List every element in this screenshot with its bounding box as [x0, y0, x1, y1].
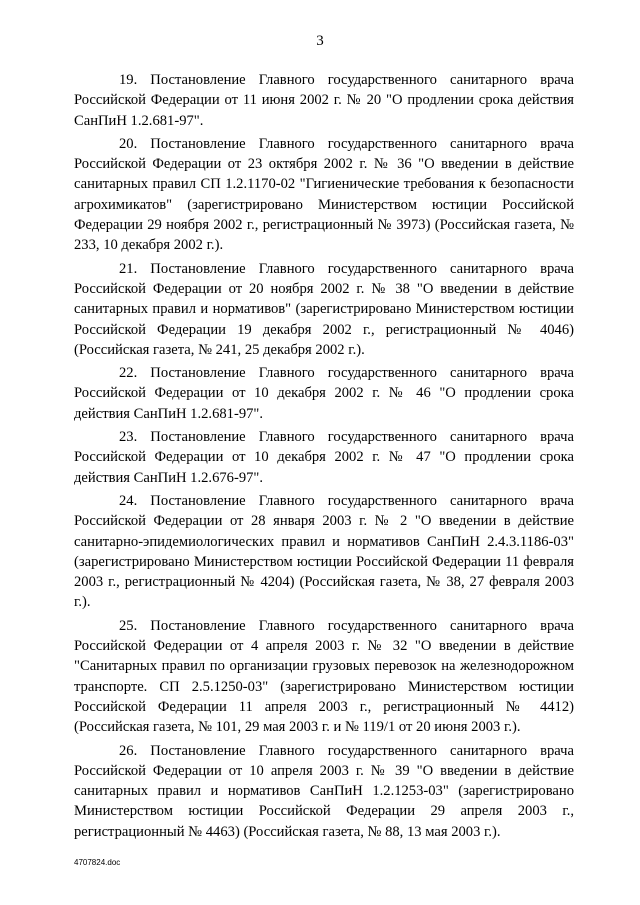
list-item: 24. Постановление Главного государственного санитарного врача Российской Федерации от 28 января 2003 г. № 2 "О введении в действие санитарно-эпидемиологических правил и нормативов СанПиН 2.4.3.1186-03" (зарегистрировано Министерством юстиции Российской Федерации 11 февраля 2003 г., регистрационный № 4204) (Российская газета, № 38, 27 февраля 2003 г.).: [74, 492, 574, 611]
list-item: 26. Постановление Главного государственного санитарного врача Российской Федерации от 10 апреля 2003 г. № 39 "О введении в действие санитарных правил и нормативов СанПиН 1.2.1253-03" (зарегистрировано Министерством юстиции Российской Федерации 29 апреля 2003 г., регистрационный № 4463) (Российская газета, № 88, 13 мая 2003 г.).: [74, 742, 574, 840]
document-file-id: 4707824.doc: [74, 858, 121, 867]
list-item: 22. Постановление Главного государственного санитарного врача Российской Федерации от 10 декабря 2002 г. № 46 "О продлении срока действия СанПиН 1.2.681-97".: [74, 365, 574, 422]
list-item: 25. Постановление Главного государственного санитарного врача Российской Федерации от 4 апреля 2003 г. № 32 "О введении в действие "Санитарных правил по организации грузовых перевозок на железнодорожном транспорте. СП 2.5.1250-03" (зарегистрировано Министерством юстиции Российской Федерации 11 апреля 2003 г., регистрационный № 4412) (Российская газета, № 101, 29 мая 2003 г. и № 119/1 от 20 июня 2003 г.).: [74, 617, 574, 736]
document-body: [74, 70, 574, 845]
list-item: 21. Постановление Главного государственного санитарного врача Российской Федерации от 20 ноября 2002 г. № 38 "О введении в действие санитарных правил и нормативов" (зарегистрировано Министерством юстиции Российской Федерации 19 декабря 2002 г., регистрационный № 4046) (Российская газета, № 241, 25 декабря 2002 г.).: [74, 260, 574, 358]
list-item: 19. Постановление Главного государственного санитарного врача Российской Федерации от 11 июня 2002 г. № 20 "О продлении срока действия СанПиН 1.2.681-97".: [74, 72, 574, 129]
list-item: 20. Постановление Главного государственного санитарного врача Российской Федерации от 23 октября 2002 г. № 36 "О введении в действие санитарных правил СП 1.2.1170-02 "Гигиенические требования к безопасности агрохимикатов" (зарегистрировано Министерством юстиции Российской Федерации 29 ноября 2002 г., регистрационный № 3973) (Российская газета, № 233, 10 декабря 2002 г.).: [74, 135, 574, 254]
list-item: 23. Постановление Главного государственного санитарного врача Российской Федерации от 10 декабря 2002 г. № 47 "О продлении срока действия СанПиН 1.2.676-97".: [74, 429, 574, 486]
page-number: 3: [316, 33, 324, 49]
